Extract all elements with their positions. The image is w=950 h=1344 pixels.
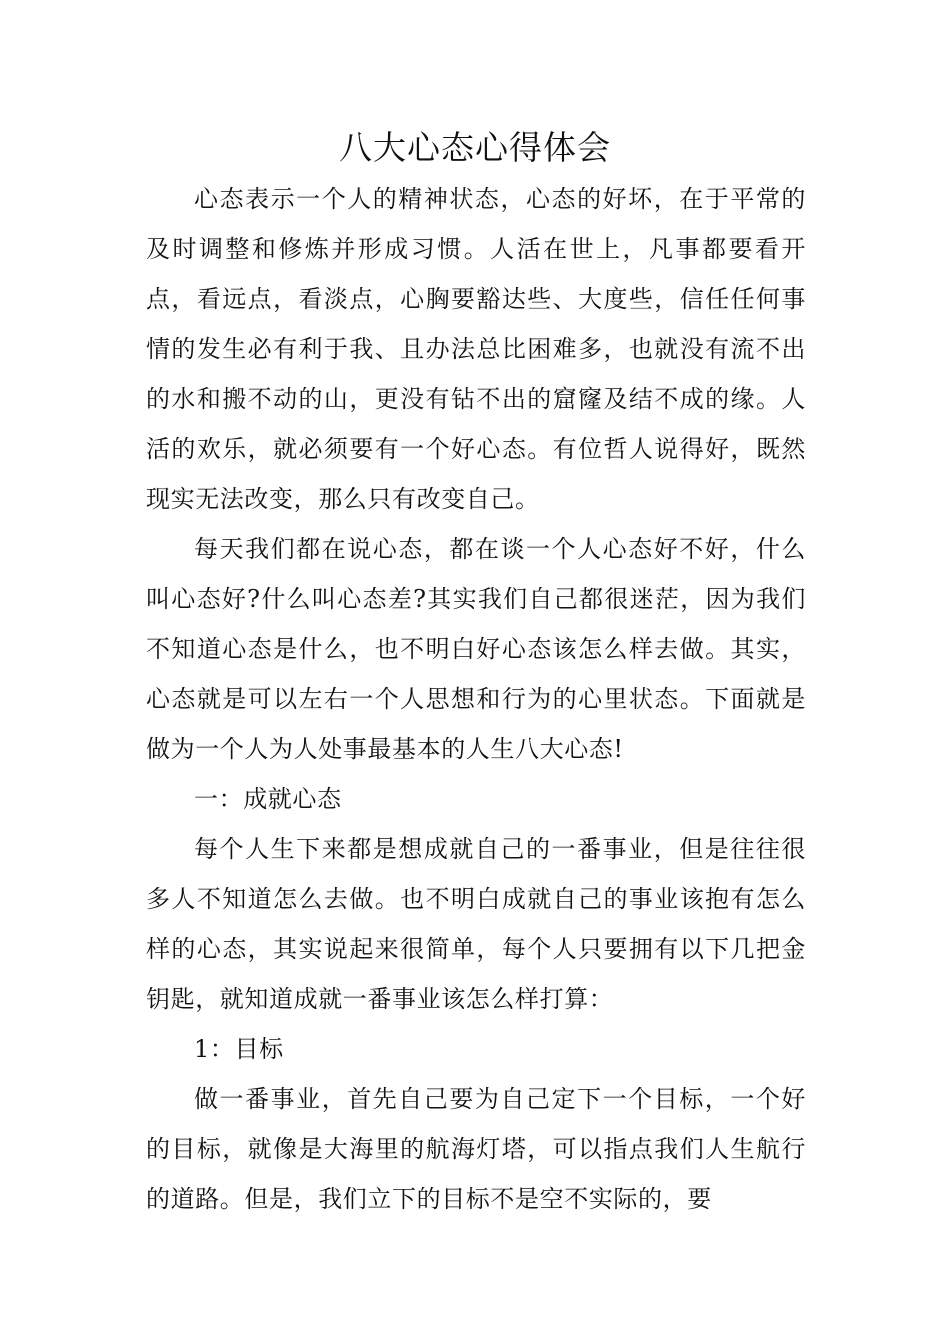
paragraph-mindset-definition: 每天我们都在说心态，都在谈一个人心态好不好，什么叫心态好?什么叫心态差?其实我们自己都很迷茫，因为我们不知道心态是什么，也不明白好心态该怎么样去做。其实，心态就是可以左右一个人思想和行为的心里状态。下面就是做为一个人为人处事最基本的人生八大心态! [146, 535, 806, 763]
document-body [146, 174, 806, 1224]
paragraph-goal: 做一番事业，首先自己要为自己定下一个目标，一个好的目标，就像是大海里的航海灯塔，可以指点我们人生航行的道路。但是，我们立下的目标不是空不实际的，要 [146, 1085, 806, 1213]
paragraph-achievement: 每个人生下来都是想成就自己的一番事业，但是往往很多人不知道怎么去做。也不明白成就自己的事业该抱有怎么样的心态，其实说起来很简单，每个人只要拥有以下几把金钥匙，就知道成就一番事业该怎么样打算： [146, 835, 806, 1013]
document-title: 八大心态心得体会 [339, 128, 611, 167]
subheading-goal: 1：目标 [194, 1035, 284, 1063]
section-heading-achievement: 一：成就心态 [194, 785, 342, 813]
paragraph-intro: 心态表示一个人的精神状态，心态的好坏，在于平常的及时调整和修炼并形成习惯。人活在世上，凡事都要看开点，看远点，看淡点，心胸要豁达些、大度些，信任任何事情的发生必有利于我、且办法总比困难多，也就没有流不出的水和搬不动的山，更没有钻不出的窟窿及结不成的缘。人活的欢乐，就必须要有一个好心态。有位哲人说得好，既然现实无法改变，那么只有改变自己。 [146, 185, 806, 513]
